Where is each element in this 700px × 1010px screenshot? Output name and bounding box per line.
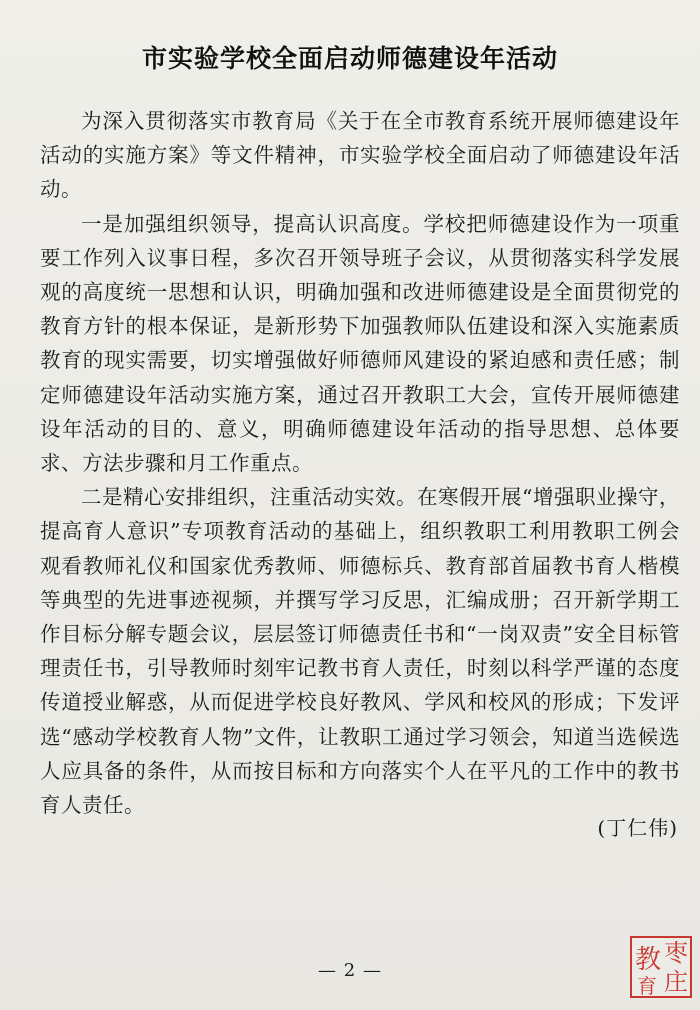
author-name: (丁仁伟)	[597, 816, 678, 840]
page-number: — 2 —	[318, 960, 382, 981]
stamp-char: 教	[635, 945, 662, 975]
stamp-char: 庄	[664, 968, 688, 996]
article-body	[40, 104, 680, 822]
red-seal-stamp	[630, 936, 692, 998]
stamp-char: 枣	[664, 939, 688, 967]
document-title: 市实验学校全面启动师德建设年活动	[141, 43, 558, 73]
paragraph-one: 一是加强组织领导，提高认识高度。学校把师德建设作为一项重要工作列入议事日程，多次召开领导班子会议，从贯彻落实科学发展观的高度统一思想和认识，明确加强和改进师德建设是全面贯彻党的教育方针的根本保证，是新形势下加强教师队伍建设和深入实施素质教育的现实需要，切实增强做好师德师风建设的紧迫感和责任感；制定师德建设年活动实施方案，通过召开教职工大会，宣传开展师德建设年活动的目的、意义，明确师德建设年活动的指导思想、总体要求、方法步骤和月工作重点。	[40, 211, 680, 476]
paragraph-two: 二是精心安排组织，注重活动实效。在寒假开展“增强职业操守，提高育人意识”专项教育活动的基础上，组织教职工利用教职工例会观看教师礼仪和国家优秀教师、师德标兵、教育部首届教书育人楷模等典型的先进事迹视频，并撰写学习反思，汇编成册；召开新学期工作目标分解专题会议，层层签订师德责任书和“一岗双责”安全目标管理责任书，引导教师时刻牢记教书育人责任，时刻以科学严谨的态度传道授业解惑，从而促进学校良好教风、学风和校风的形成；下发评选“感动学校教育人物”文件，让教职工通过学习领会，知道当选候选人应具备的条件，从而按目标和方向落实个人在平凡的工作中的教书育人责任。	[40, 485, 680, 818]
stamp-char: 育	[637, 974, 657, 998]
paragraph-intro: 为深入贯彻落实市教育局《关于在全市教育系统开展师德建设年活动的实施方案》等文件精神，市实验学校全面启动了师德建设年活动。	[40, 109, 680, 202]
